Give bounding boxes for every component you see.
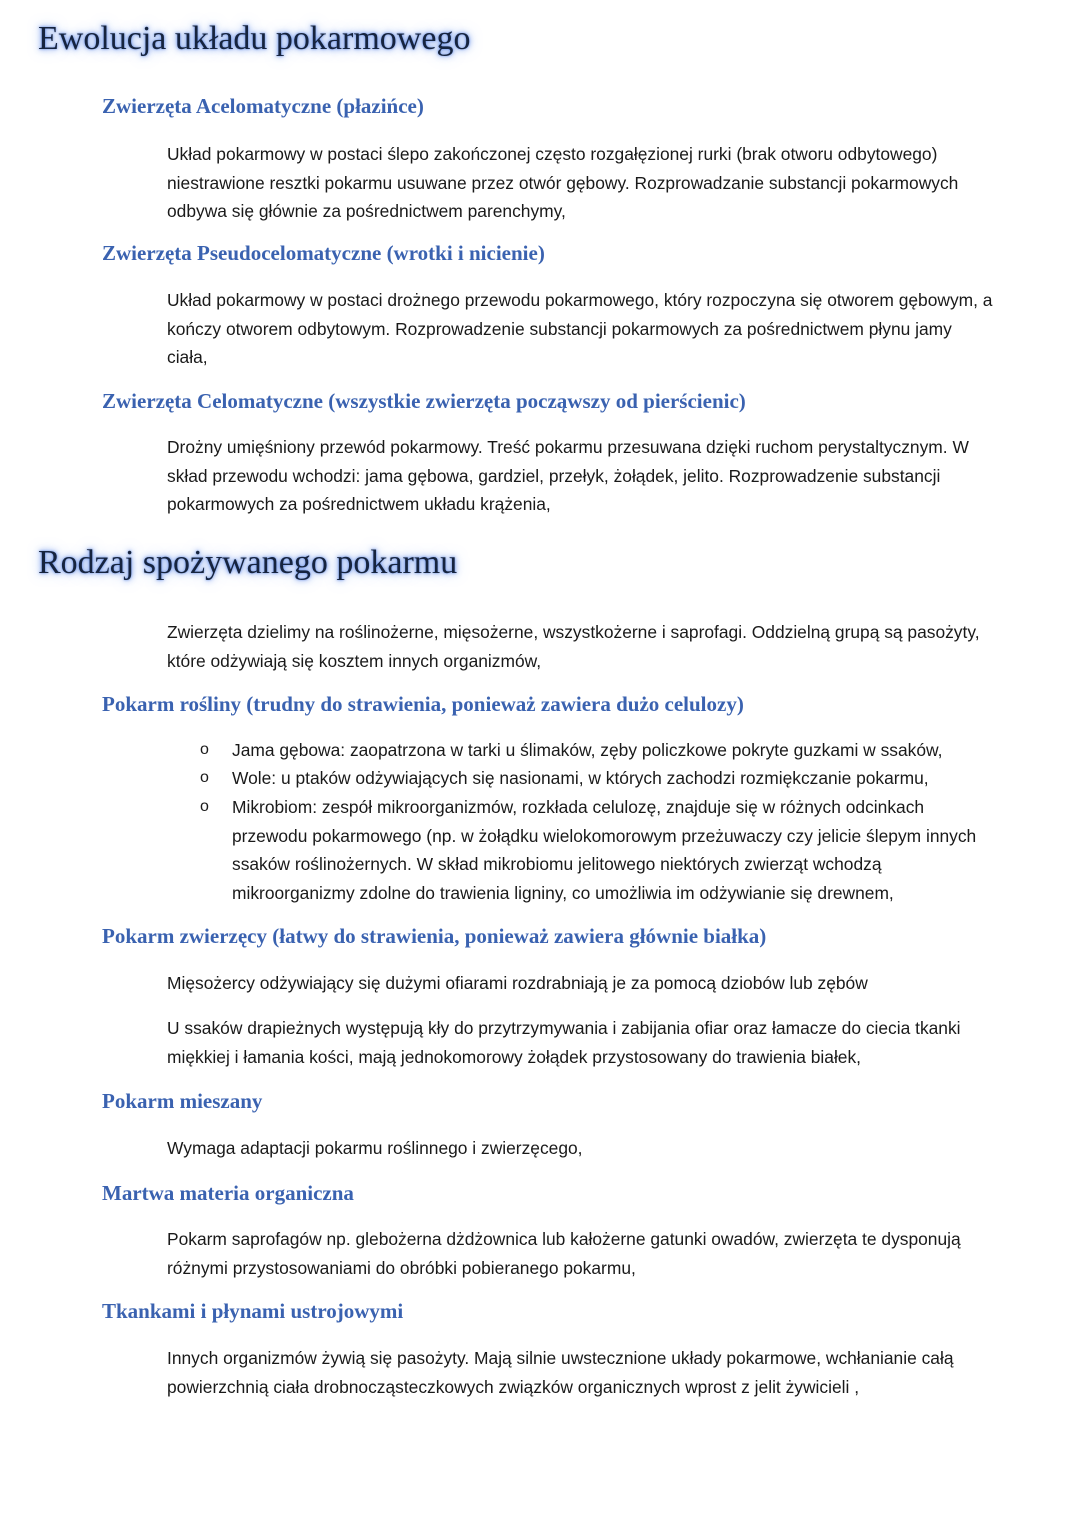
paragraph-food-intro: Zwierzęta dzielimy na roślinożerne, mięsożerne, wszystkożerne i saprofagi. Oddzielną grupą są pasożyty, które odżywiają się kosztem innych organizmów, bbox=[167, 622, 980, 671]
bullet-circle-icon: o bbox=[200, 769, 209, 786]
heading-dead-matter: Martwa materia organiczna bbox=[102, 1181, 354, 1205]
paragraph-mixed-food: Wymaga adaptacji pokarmu roślinnego i zwierzęcego, bbox=[167, 1138, 583, 1158]
heading-mixed-food: Pokarm mieszany bbox=[102, 1089, 263, 1113]
paragraph-coelomates: Drożny umięśniony przewód pokarmowy. Treść pokarmu przesuwana dzięki ruchom perystaltycznym. W skład przewodu wchodzi: jama gębowa, gardziel, przełyk, żołądek, jelito. Rozprowadzenie substancji pokarmowych za pośrednictwem układu krążenia, bbox=[167, 437, 969, 514]
paragraph-pseudocoelomates: Układ pokarmowy w postaci drożnego przewodu pokarmowego, który rozpoczyna się otworem gębowym, a kończy otworem odbytowym. Rozprowadzenie substancji pokarmowych za pośrednictwem płynu jamy ciała, bbox=[167, 290, 993, 367]
list-item-text: Mikrobiom: zespół mikroorganizmów, rozkłada celulozę, znajduje się w różnych odcinkach przewodu pokarmowego (np. w żołądku wielokomorowym przeżuwaczy czy jelicie ślepym innych ssaków roślinożernych. W skład mikrobiomu jelitowego niektórych zwierząt wchodzą mikroorganizmy zdolne do trawienia ligniny, co umożliwia im odżywianie się drewnem, bbox=[232, 797, 977, 903]
section-title-food-type: Rodzaj spożywanego pokarmu bbox=[38, 544, 458, 581]
paragraph-carnivores: Mięsożercy odżywiający się dużymi ofiarami rozdrabniają je za pomocą dziobów lub zębów bbox=[167, 973, 868, 993]
bullet-circle-icon: o bbox=[200, 741, 209, 758]
heading-plant-food: Pokarm rośliny (trudny do strawienia, ponieważ zawiera dużo celulozy) bbox=[102, 692, 744, 716]
heading-pseudocoelomates: Zwierzęta Pseudocelomatyczne (wrotki i nicienie) bbox=[102, 241, 545, 265]
heading-tissues-fluids: Tkankami i płynami ustrojowymi bbox=[102, 1299, 404, 1323]
paragraph-parasites: Innych organizmów żywią się pasożyty. Mają silnie uwstecznione układy pokarmowe, wchłanianie całą powierzchnią ciała drobnocząsteczkowych związków organicznych wprost z jelit żywicieli , bbox=[167, 1348, 954, 1397]
list-item-text: Jama gębowa: zaopatrzona w tarki u ślimaków, zęby policzkowe pokryte guzkami w ssaków, bbox=[232, 740, 943, 760]
bullet-circle-icon: o bbox=[200, 798, 209, 815]
heading-acoelomates: Zwierzęta Acelomatyczne (płazińce) bbox=[102, 94, 424, 118]
paragraph-dead-matter: Pokarm saprofagów np. glebożerna dżdżownica lub kałożerne gatunki owadów, zwierzęta te dysponują różnymi przystosowaniami do obróbki pobieranego pokarmu, bbox=[167, 1229, 961, 1278]
heading-coelomates: Zwierzęta Celomatyczne (wszystkie zwierzęta począwszy od pierścienic) bbox=[102, 389, 746, 413]
list-item-text: Wole: u ptaków odżywiających się nasionami, w których zachodzi rozmiękczanie pokarmu, bbox=[232, 768, 929, 788]
heading-animal-food: Pokarm zwierzęcy (łatwy do strawienia, ponieważ zawiera głównie białka) bbox=[102, 924, 767, 948]
section-title-evolution: Ewolucja układu pokarmowego bbox=[38, 20, 471, 57]
paragraph-predatory-mammals: U ssaków drapieżnych występują kły do przytrzymywania i zabijania ofiar oraz łamacze do ciecia tkanki miękkiej i łamania kości, mają jednokomorowy żołądek przystosowany do trawienia białek, bbox=[167, 1018, 961, 1067]
paragraph-acoelomates: Układ pokarmowy w postaci ślepo zakończonej często rozgałęzionej rurki (brak otworu odbytowego) niestrawione resztki pokarmu usuwane przez otwór gębowy. Rozprowadzanie substancji pokarmowych odbywa się głównie za pośrednictwem parenchymy, bbox=[167, 144, 959, 221]
